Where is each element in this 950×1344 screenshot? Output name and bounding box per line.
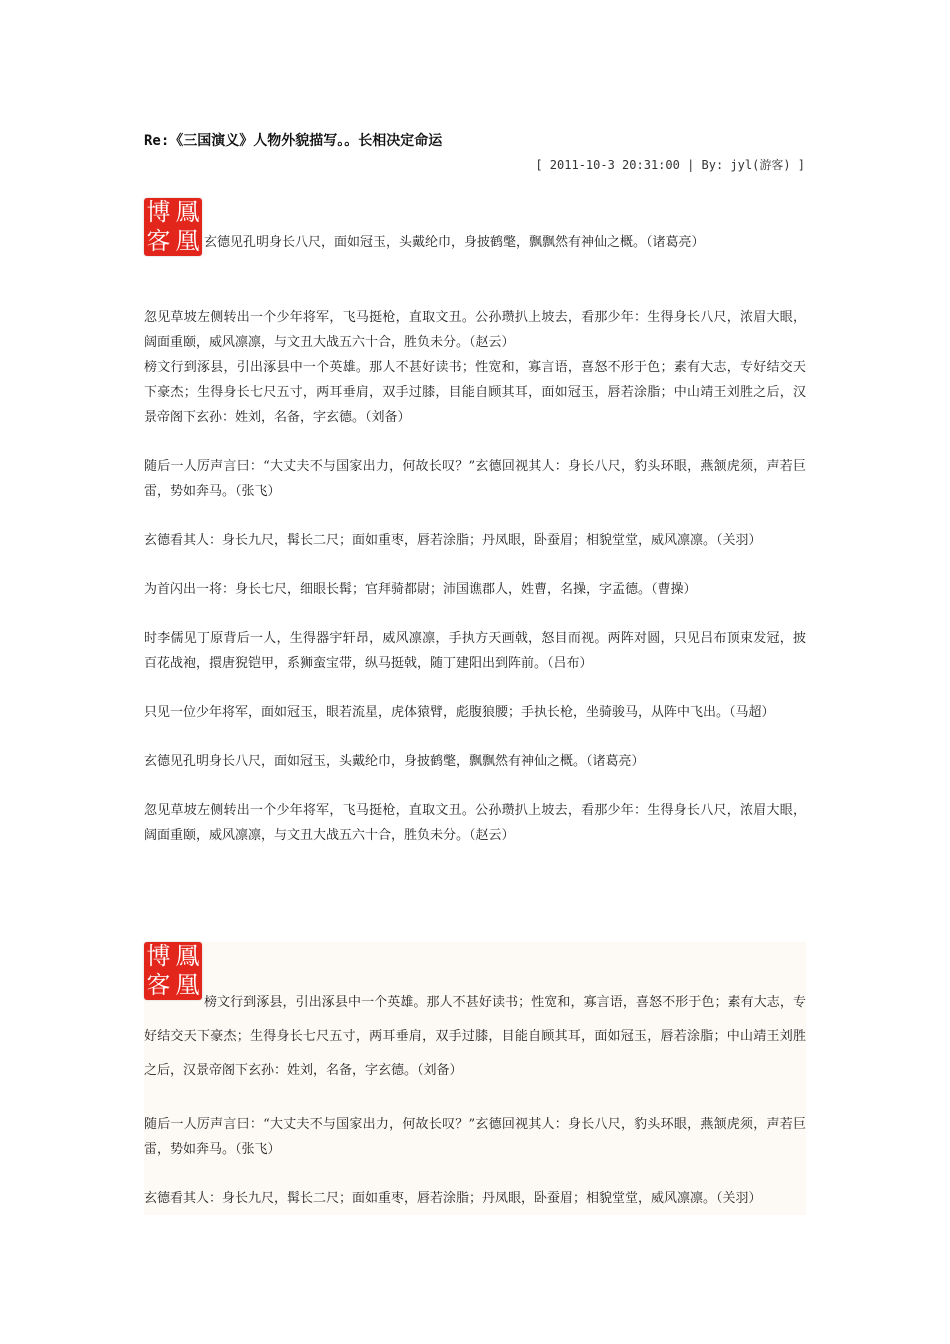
paragraph: 随后一人厉声言曰：“大丈夫不与国家出力，何故长叹？”玄德回视其人：身长八尺，豹头环眼，燕颔虎须，声若巨雷，势如奔马。（张飞） <box>144 1117 806 1157</box>
paragraph: 随后一人厉声言曰：“大丈夫不与国家出力，何故长叹？”玄德回视其人：身长八尺，豹头环眼，燕颔虎须，声若巨雷，势如奔马。（张飞） <box>144 459 806 499</box>
paragraph: 只见一位少年将军，面如冠玉，眼若流星，虎体猿臂，彪腹狼腰；手执长枪，坐骑骏马，从阵中飞出。（马超） <box>144 705 775 720</box>
logo-char: 客 <box>146 971 171 999</box>
post-title: Re:《三国演义》人物外貌描写。。长相决定命运 <box>144 133 443 149</box>
paragraph: 为首闪出一将：身长七尺，细眼长髯；官拜骑都尉；沛国谯郡人，姓曹，名操，字孟德。（曹操） <box>144 582 697 597</box>
paragraph: 榜文行到涿县，引出涿县中一个英雄。那人不甚好读书；性宽和，寡言语，喜怒不形于色；素有大志，专好结交天下豪杰；生得身长七尺五寸，两耳垂肩，双手过膝，目能自顾其耳，面如冠玉，唇若涂脂；中山靖王刘胜之后，汉景帝阁下玄孙：姓刘，名备，字玄德。（刘备） <box>144 995 806 1078</box>
logo-char: 凰 <box>175 227 200 255</box>
bokefenghuang-logo <box>144 198 202 256</box>
logo-char: 鳳 <box>175 198 200 226</box>
paragraph: 玄德见孔明身长八尺，面如冠玉，头戴纶巾，身披鹤氅，飘飘然有神仙之概。（诸葛亮） <box>144 754 645 769</box>
paragraph: 玄德见孔明身长八尺，面如冠玉，头戴纶巾，身披鹤氅，飘飘然有神仙之概。（诸葛亮） <box>204 235 705 250</box>
paragraph: 时李儒见丁原背后一人，生得器宇轩昂，威风凛凛，手执方天画戟，怒目而视。两阵对圆，只见吕布顶束发冠，披百花战袍，擐唐猊铠甲，系狮蛮宝带，纵马挺戟，随丁建阳出到阵前。（吕布） <box>144 631 806 671</box>
paragraph: 忽见草坡左侧转出一个少年将军，飞马挺枪，直取文丑。公孙瓒扒上坡去，看那少年：生得身长八尺，浓眉大眼，阔面重颐，威风凛凛，与文丑大战五六十合，胜负未分。（赵云） <box>144 310 806 350</box>
paragraph: 玄德看其人：身长九尺，髯长二尺；面如重枣，唇若涂脂；丹凤眼，卧蚕眉；相貌堂堂，威风凛凛。（关羽） <box>144 533 762 548</box>
paragraph: 榜文行到涿县，引出涿县中一个英雄。那人不甚好读书；性宽和，寡言语，喜怒不形于色；素有大志，专好结交天下豪杰；生得身长七尺五寸，两耳垂肩，双手过膝，目能自顾其耳，面如冠玉，唇若涂脂；中山靖王刘胜之后，汉景帝阁下玄孙：姓刘，名备，字玄德。（刘备） <box>144 360 806 425</box>
paragraph: 玄德看其人：身长九尺，髯长二尺；面如重枣，唇若涂脂；丹凤眼，卧蚕眉；相貌堂堂，威风凛凛。（关羽） <box>144 1191 762 1206</box>
post-body-1 <box>144 198 806 872</box>
logo-char: 凰 <box>175 971 200 999</box>
post-body-2 <box>144 942 806 1215</box>
post-meta: [ 2011-10-3 20:31:00 | By: jyl(游客) ] <box>535 158 805 172</box>
logo-char: 客 <box>146 227 171 255</box>
paragraph: 忽见草坡左侧转出一个少年将军，飞马挺枪，直取文丑。公孙瓒扒上坡去，看那少年：生得身长八尺，浓眉大眼，阔面重颐，威风凛凛，与文丑大战五六十合，胜负未分。（赵云） <box>144 803 806 843</box>
logo-char: 博 <box>146 198 171 226</box>
logo-char: 博 <box>146 942 171 970</box>
bokefenghuang-logo <box>144 942 202 1000</box>
logo-char: 鳳 <box>175 942 200 970</box>
